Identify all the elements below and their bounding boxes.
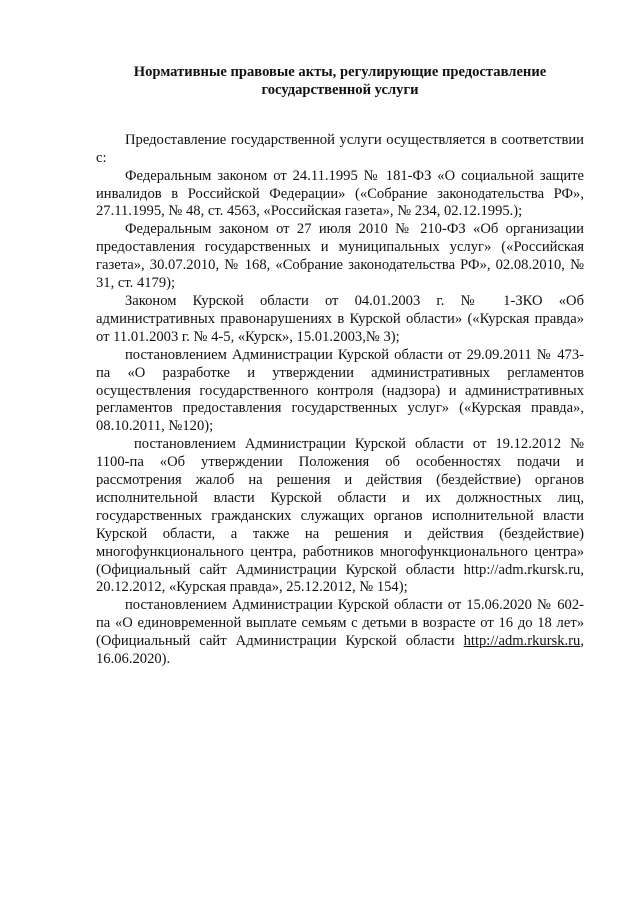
act-paragraph-resolution-602 [96,597,584,669]
act-paragraph-kursk-law-1zko: Законом Курской области от 04.01.2003 г. № 1-ЗКО «Об административных правонарушениях в Курской области» («Курская правда» от 11.01.2003 г. № 4-5, «Курск», 15.01.2003,№ 3); [96,292,584,345]
act-paragraph-federal-210: Федеральным законом от 27 июля 2010 № 210-ФЗ «Об организации предоставления государственных и муниципальных услуг» («Российская газета», 30.07.2010, № 168, «Собрание законодательства РФ», 02.08.2010, № 31, ст. 4179); [96,221,584,292]
title-line-2: государственной услуги [261,81,419,98]
act-paragraph-resolution-473: постановлением Администрации Курской области от 29.09.2011 № 473-па «О разработке и утверждении административных регламентов осуществления государственного контроля (надзора) и административных регламентов предоставления государственных услуг» («Курская правда», 08.10.2011, №120); [96,346,584,435]
title-line-1: Нормативные правовые акты, регулирующие предоставление [133,64,547,80]
resolution-602-text: постановлением Администрации Курской области от 15.06.2020 № 602-па «О единовременной выплате семьям с детьми в возрасте от 16 до 18 лет» (Официальный сайт Администрации Курской области [96,597,584,650]
resolution-602-tail: , 16.06.2020). [96,633,584,668]
document-page [96,64,584,669]
act-paragraph-resolution-1100: постановлением Администрации Курской области от 19.12.2012 № 1100-па «Об утверждении Положения об особенностях подачи и рассмотрения жалоб на решения и действия (бездействие) органов исполнительной власти Курской области и их должностных лиц, государственных гражданских служащих органов исполнительной власти Курской области, а также на решения и действия (бездействие) многофункционального центра, работников многофункционального центра» (Официальный сайт Администрации Курской области http://adm.rkursk.ru, 20.12.2012, «Курская правда», 25.12.2012, № 154); [96,436,584,596]
intro-paragraph: Предоставление государственной услуги осуществляется в соответствии с: [96,131,584,166]
act-paragraph-federal-181: Федеральным законом от 24.11.1995 № 181-ФЗ «О социальной защите инвалидов в Российской Федерации» («Собрание законодательства РФ», 27.11.1995, № 48, ст. 4563, «Российская газета», № 234, 02.12.1995.); [96,167,584,220]
official-site-link[interactable]: http://adm.rkursk.ru [463,633,581,650]
document-title [96,64,584,100]
